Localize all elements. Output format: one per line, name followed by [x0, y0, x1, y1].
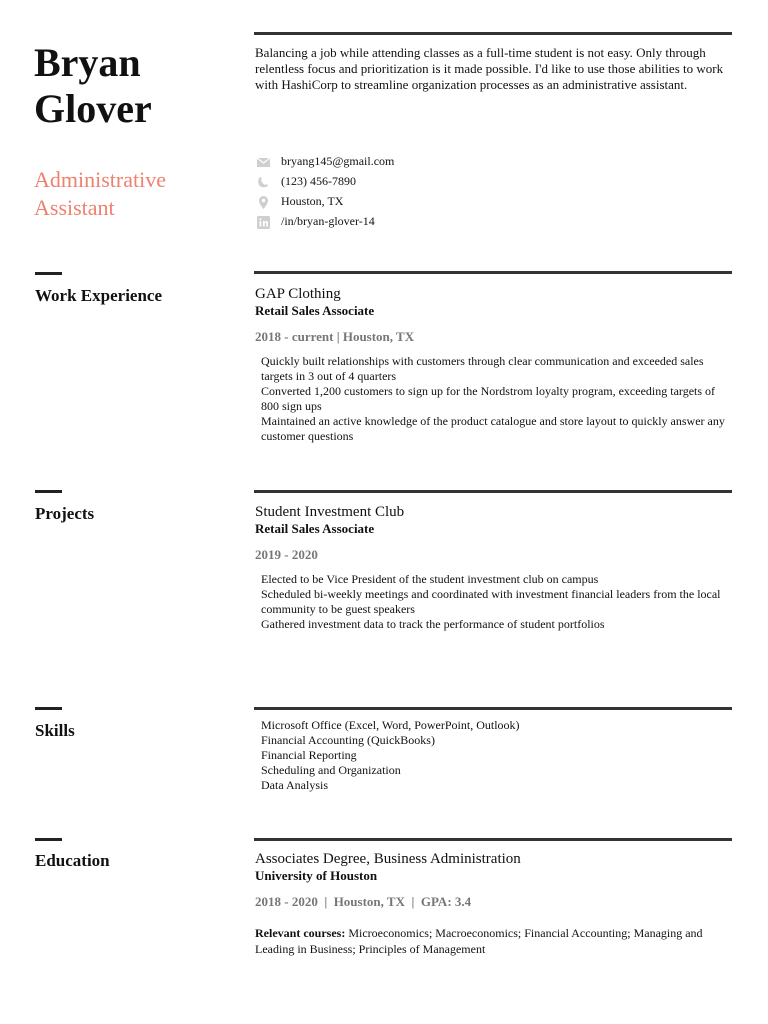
section-title-skills: Skills	[35, 721, 75, 740]
first-name: Bryan	[34, 40, 141, 85]
location-pin-icon	[257, 196, 270, 209]
skill-item: Financial Reporting	[261, 748, 357, 762]
section-marker-education	[35, 838, 62, 841]
section-marker-skills	[35, 707, 62, 710]
divider-summary	[254, 32, 732, 35]
divider-skills	[254, 707, 732, 710]
linkedin-icon	[257, 216, 270, 229]
last-name: Glover	[34, 86, 152, 131]
work-organization: GAP Clothing	[255, 286, 341, 302]
section-marker-projects	[35, 490, 62, 493]
work-role: Retail Sales Associate	[255, 303, 375, 318]
job-title-line-2: Assistant	[34, 195, 115, 220]
section-title-projects: Projects	[35, 504, 95, 523]
section-title-education: Education	[35, 851, 110, 870]
courses-label: Relevant courses:	[255, 926, 346, 940]
section-marker-work	[35, 272, 62, 275]
phone-text: (123) 456-7890	[281, 174, 356, 188]
courses-text: Microeconomics; Macroeconomics; Financial Accounting; Managing and Leading in Business; Principles of Management	[255, 926, 703, 956]
education-meta: 2018 - 2020 | Houston, TX | GPA: 3.4	[255, 894, 472, 909]
skill-item: Financial Accounting (QuickBooks)	[261, 733, 435, 747]
project-role: Retail Sales Associate	[255, 521, 375, 536]
skill-item: Microsoft Office (Excel, Word, PowerPoint, Outlook)	[261, 718, 520, 732]
linkedin-text[interactable]: /in/bryan-glover-14	[281, 214, 375, 228]
section-title-work: Work Experience	[35, 286, 163, 305]
location-text: Houston, TX	[281, 194, 344, 208]
candidate-name	[34, 40, 234, 132]
phone-icon	[257, 176, 270, 189]
email-text[interactable]: bryang145@gmail.com	[281, 154, 395, 168]
project-bullet: Scheduled bi-weekly meetings and coordinated with investment financial leaders from the local community to be guest speakers	[261, 587, 721, 616]
job-title-line-1: Administrative	[34, 167, 166, 192]
divider-projects	[254, 490, 732, 493]
education-entry	[255, 850, 730, 957]
education-courses	[255, 925, 730, 957]
work-bullets	[255, 354, 730, 444]
skill-item: Scheduling and Organization	[261, 763, 401, 777]
work-entry	[255, 285, 730, 444]
skills-list	[261, 718, 520, 793]
project-bullet: Elected to be Vice President of the student investment club on campus	[261, 572, 599, 586]
divider-work	[254, 271, 732, 274]
project-entry	[255, 503, 730, 632]
skill-item: Data Analysis	[261, 778, 328, 792]
job-title	[34, 166, 244, 222]
work-dates-location: 2018 - current | Houston, TX	[255, 329, 415, 344]
project-organization: Student Investment Club	[255, 504, 405, 520]
work-bullet: Quickly built relationships with customers through clear communication and exceeded sales targets in 3 out of 4 quarters	[261, 354, 704, 383]
project-bullet: Gathered investment data to track the performance of student portfolios	[261, 617, 605, 631]
project-bullets	[255, 572, 730, 632]
education-school: University of Houston	[255, 868, 378, 883]
divider-education	[254, 838, 732, 841]
email-icon	[257, 156, 270, 169]
summary-text: Balancing a job while attending classes as a full-time student is not easy. Only through relentless focus and prioritization is it made possible. I'd like to use those abilities to work with HashiCorp to streamline organization processes as an administrative assistant.	[255, 45, 724, 92]
education-degree: Associates Degree, Business Administration	[255, 851, 521, 867]
work-bullet: Converted 1,200 customers to sign up for the Nordstrom loyalty program, exceeding targets of 800 sign ups	[261, 384, 716, 413]
work-bullet: Maintained an active knowledge of the product catalogue and store layout to quickly answer any customer questions	[261, 414, 725, 443]
project-dates: 2019 - 2020	[255, 547, 318, 562]
